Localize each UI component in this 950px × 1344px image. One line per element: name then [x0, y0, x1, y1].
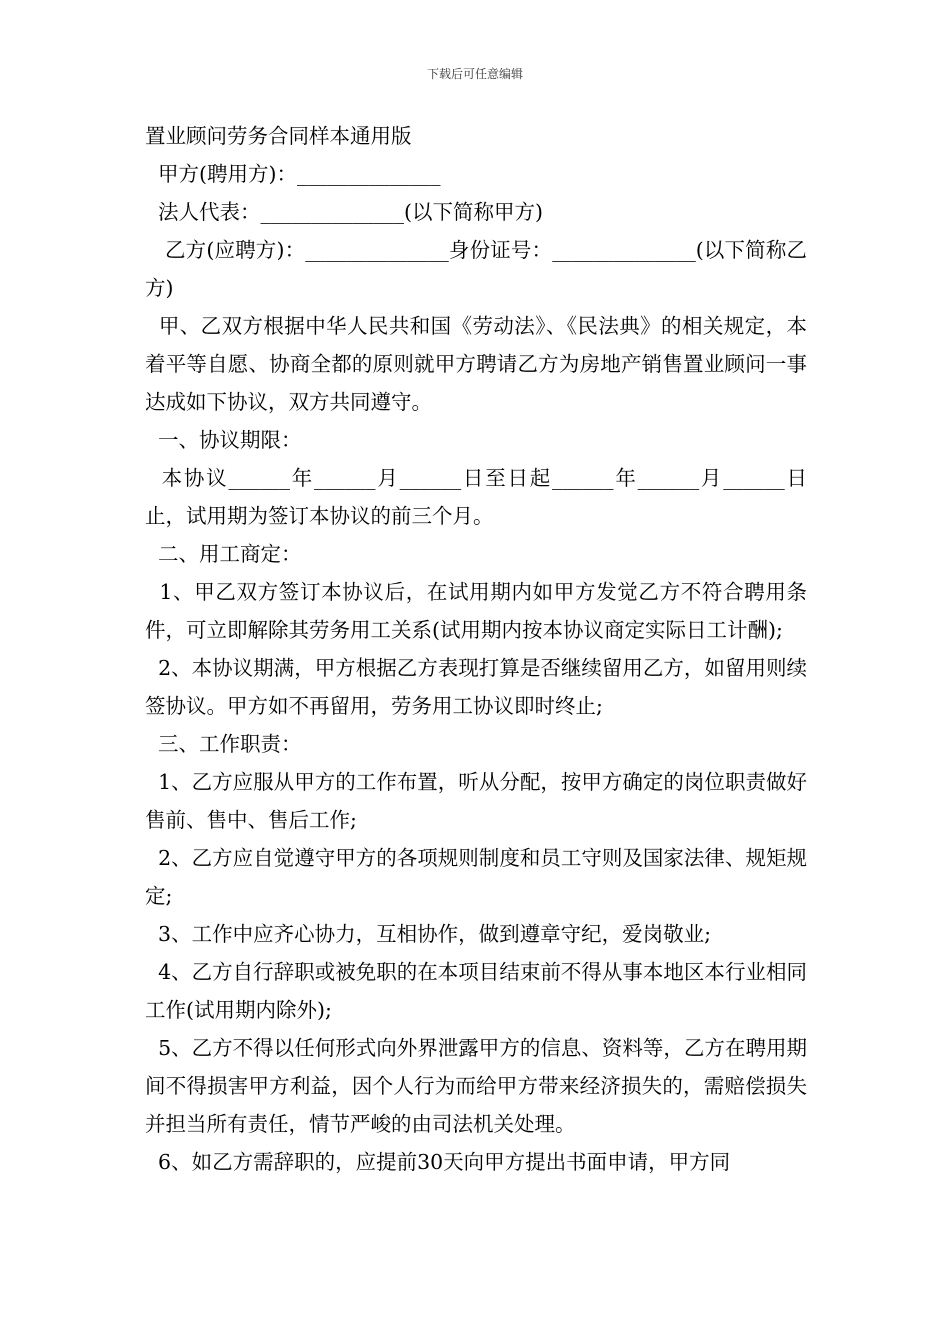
document-title: 置业顾问劳务合同样本通用版 — [145, 124, 412, 148]
section-2-item-1: 1、甲乙双方签订本协议后，在试用期内如甲方发觉乙方不符合聘用条件，可立即解除其劳务用工关系(试用期内按本协议商定实际日工计酬); — [145, 580, 807, 642]
section-3-item-1: 1、乙方应服从甲方的工作布置，听从分配，按甲方确定的岗位职责做好售前、售中、售后工作; — [145, 770, 807, 832]
section-3-item-4: 4、乙方自行辞职或被免职的在本项目结束前不得从事本地区本行业相同工作(试用期内除外); — [145, 960, 807, 1022]
page-header-note: 下载后可任意编辑 — [426, 67, 523, 81]
section-2-item-2: 2、本协议期满，甲方根据乙方表现打算是否继续留用乙方，如留用则续签协议。甲方如不再留用，劳务用工协议即时终止; — [145, 656, 807, 718]
section-3-item-5: 5、乙方不得以任何形式向外界泄露甲方的信息、资料等，乙方在聘用期间不得损害甲方利益，因个人行为而给甲方带来经济损失的，需赔偿损失并担当所有责任，情节严峻的由司法机关处理。 — [145, 1036, 807, 1136]
intro-paragraph: 甲、乙双方根据中华人民共和国《劳动法》、《民法典》的相关规定，本着平等自愿、协商全都的原则就甲方聘请乙方为房地产销售置业顾问一事达成如下协议，双方共同遵守。 — [145, 314, 807, 414]
document-body — [145, 117, 807, 1181]
section-1-text: 本协议______年______月______日至日起______年______月______日止，试用期为签订本协议的前三个月。 — [145, 466, 807, 528]
party-a-line: 甲方(聘用方)：______________ — [145, 162, 441, 186]
section-3-item-6: 6、如乙方需辞职的，应提前30天向甲方提出书面申请，甲方同 — [145, 1150, 731, 1174]
legal-rep-line: 法人代表：______________(以下简称甲方) — [145, 200, 544, 224]
party-b-line: 乙方(应聘方)：______________身份证号：______________(以下简称乙方) — [145, 238, 807, 300]
section-1-title: 一、协议期限： — [145, 428, 302, 452]
section-3-item-3: 3、工作中应齐心协力，互相协作，做到遵章守纪，爱岗敬业; — [145, 922, 711, 946]
section-3-item-2: 2、乙方应自觉遵守甲方的各项规则制度和员工守则及国家法律、规矩规定; — [145, 846, 807, 908]
section-2-title: 二、用工商定： — [145, 542, 302, 566]
section-3-title: 三、工作职责： — [145, 732, 302, 756]
